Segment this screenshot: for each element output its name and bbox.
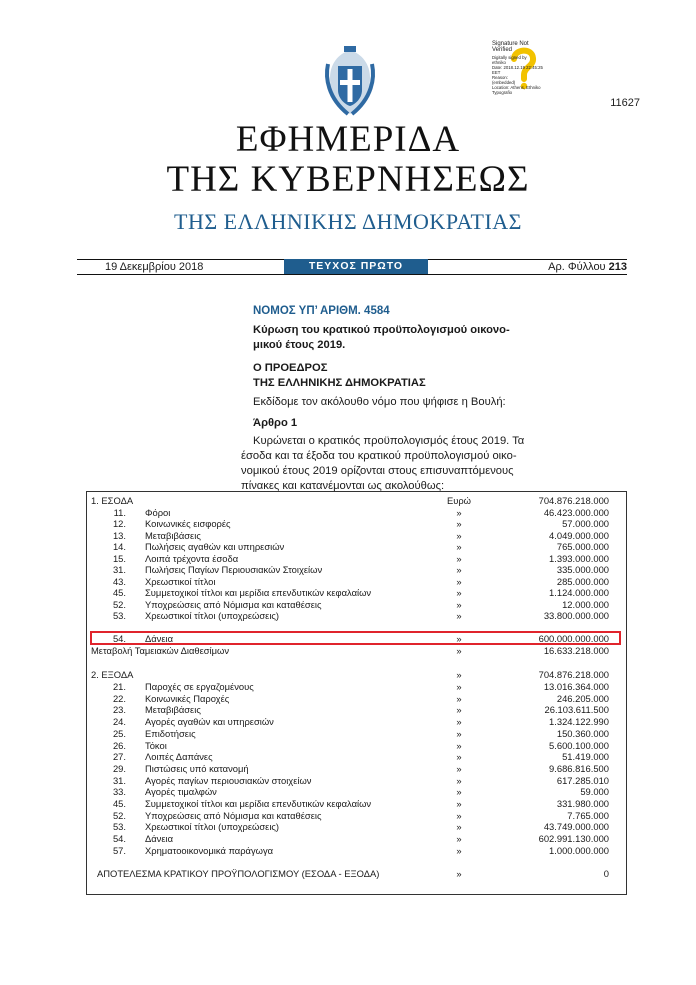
law-subject: μικού έτους 2019.	[253, 339, 346, 351]
row-amount: 7.765.000	[567, 809, 609, 821]
issue-banner: ΤΕΥΧΟΣ ΠΡΩΤΟ	[284, 259, 428, 274]
row-name: Φόροι	[145, 506, 171, 518]
table-row	[87, 821, 626, 832]
row-sym: »	[456, 669, 462, 680]
row-amount: 617.285.010	[556, 774, 609, 786]
row-name: Επιδοτήσεις	[145, 727, 196, 739]
enactment-clause: Εκδίδομε τον ακόλουθο νόμο που ψήφισε η Βουλή:	[253, 396, 506, 408]
article-body: νομικού έτους 2019 ορίζονται στους επισυναπτόμενους	[241, 465, 514, 477]
table-row	[87, 763, 626, 774]
signature-line: Verified	[492, 47, 513, 53]
row-code: 26.	[112, 739, 126, 751]
row-sym: »	[456, 506, 462, 518]
signature-line: Typografio	[492, 90, 513, 95]
row-code: 53.	[112, 610, 126, 621]
row-amount: 4.049.000.000	[549, 529, 609, 541]
issue-date: 19 Δεκεμβρίου 2018	[105, 261, 204, 273]
gazette-republic: ΤΗΣ ΕΛΛΗΝΙΚΗΣ ΔΗΜΟΚΡΑΤΙΑΣ	[174, 209, 522, 234]
row-name: Χρεωστικοί τίτλοι (υποχρεώσεις)	[145, 610, 280, 621]
row-sym: »	[456, 798, 462, 809]
row-sym: »	[456, 598, 462, 610]
expense-header-row	[87, 669, 626, 680]
signature-line: ethniko	[492, 60, 506, 65]
row-code: 22.	[112, 692, 126, 704]
row-sym: »	[456, 610, 462, 621]
table-row	[87, 775, 626, 786]
row-code: 13.	[112, 529, 126, 541]
row-code: 52.	[112, 809, 126, 821]
row-amount: 600.000.000.000	[538, 633, 609, 644]
digital-signature-stamp	[492, 41, 562, 99]
row-name: Παροχές σε εργαζομένους	[145, 681, 254, 692]
row-name: Αγορές τιμαλφών	[145, 786, 217, 798]
row-sym: »	[456, 564, 462, 575]
table-row	[87, 810, 626, 821]
row-name: Λοιπά τρέχοντα έσοδα	[145, 552, 239, 564]
row-sym: »	[456, 844, 462, 856]
table-row	[87, 833, 626, 844]
result-amount: 0	[603, 868, 609, 879]
row-sym: »	[456, 739, 462, 751]
row-code: 24.	[112, 716, 126, 728]
row-sym: »	[456, 727, 462, 739]
budget-table	[86, 491, 627, 895]
row-amount: 5.600.100.000	[549, 739, 609, 751]
row-name: Χρεωστικοί τίτλοι	[145, 575, 216, 587]
cash-change-label: Μεταβολή Ταμειακών Διαθεσίμων	[91, 645, 230, 656]
sheet-label: Αρ. Φύλλου	[548, 261, 606, 273]
table-row	[87, 576, 626, 587]
row-name: Πωλήσεις Παγίων Περιουσιακών Στοιχείων	[145, 564, 323, 575]
row-name: Χρεωστικοί τίτλοι (υποχρεώσεις)	[145, 821, 280, 833]
row-name: Δάνεια	[145, 833, 174, 845]
row-sym: »	[456, 762, 462, 774]
signature-line: Reason:	[492, 75, 509, 80]
table-row	[87, 728, 626, 739]
row-amount: 51.419.000	[562, 751, 609, 763]
table-row	[87, 845, 626, 856]
row-sym: »	[456, 575, 462, 587]
row-code: 27.	[112, 751, 126, 763]
table-row	[87, 704, 626, 715]
table-row	[87, 716, 626, 727]
cash-change-amount: 16.633.218.000	[543, 645, 609, 656]
president-title: Ο ΠΡΟΕΔΡΟΣ	[253, 362, 328, 374]
row-amount: 602.991.130.000	[538, 833, 609, 845]
row-name: Πωλήσεις αγαθών και υπηρεσιών	[145, 541, 285, 552]
signature-line: Signature Not	[492, 41, 529, 47]
gazette-subtitle: ΤΗΣ ΚΥΒΕΡΝΗΣΕΩΣ	[166, 159, 530, 200]
header-rule-bottom	[77, 274, 627, 275]
row-amount: 43.749.000.000	[543, 821, 609, 833]
row-code: 54.	[112, 833, 126, 845]
row-sym: »	[456, 541, 462, 552]
expense-total: 704.876.218.000	[538, 669, 609, 680]
law-number: ΝΟΜΟΣ ΥΠ’ ΑΡΙΘΜ. 4584	[253, 305, 390, 317]
row-sym: »	[456, 692, 462, 704]
row-sym: »	[456, 809, 462, 821]
signature-line: Location: Athens, Ethniko	[492, 85, 541, 90]
row-amount: 1.000.000.000	[549, 844, 609, 856]
row-code: 11.	[113, 506, 126, 518]
row-name: Υποχρεώσεις από Νόμισμα και καταθέσεις	[145, 598, 322, 610]
table-row	[87, 681, 626, 692]
row-code: 54.	[112, 633, 126, 644]
row-name: Αγορές αγαθών και υπηρεσιών	[145, 716, 274, 728]
row-code: 29.	[112, 762, 126, 774]
table-row	[87, 553, 626, 564]
table-row	[87, 541, 626, 552]
row-amount: 1.393.000.000	[549, 552, 609, 564]
row-code: 45.	[112, 798, 126, 809]
expense-label: 2. ΕΞΟΔΑ	[91, 669, 134, 680]
budget-result-row	[87, 868, 626, 879]
row-code: 25.	[112, 727, 126, 739]
signature-line: Digitally signed by	[492, 55, 527, 60]
row-name: Μεταβιβάσεις	[145, 704, 201, 716]
row-amount: 46.423.000.000	[543, 506, 609, 518]
sheet-value: 213	[608, 261, 627, 273]
row-sym: »	[456, 518, 462, 529]
result-label: ΑΠΟΤΕΛΕΣΜΑ ΚΡΑΤΙΚΟΥ ΠΡΟΫΠΟΛΟΓΙΣΜΟΥ (ΕΣΟΔΑ - ΕΞΟΔΑ)	[97, 868, 380, 879]
currency-label: Ευρώ	[446, 495, 472, 506]
row-name: Κοινωνικές εισφορές	[145, 518, 231, 529]
row-amount: 12.000.000	[562, 598, 609, 610]
table-row	[87, 530, 626, 541]
row-name: Αγορές παγίων περιουσιακών στοιχείων	[145, 774, 312, 786]
cash-change-row	[87, 645, 626, 656]
row-amount: 59.000	[580, 786, 609, 798]
row-code: 14.	[112, 541, 126, 552]
row-amount: 57.000.000	[562, 518, 609, 529]
row-amount: 765.000.000	[556, 541, 609, 552]
row-sym: »	[456, 786, 462, 798]
row-amount: 246.205.000	[556, 692, 609, 704]
row-amount: 331.980.000	[556, 798, 609, 809]
row-code: 57.	[112, 844, 126, 856]
table-row	[87, 587, 626, 598]
row-sym: »	[456, 868, 462, 879]
row-name: Χρηματοοικονομικά παράγωγα	[145, 844, 274, 856]
row-amount: 26.103.611.500	[544, 704, 609, 716]
table-row	[87, 610, 626, 621]
table-row	[87, 518, 626, 529]
row-sym: »	[456, 645, 462, 656]
row-name: Υποχρεώσεις από Νόμισμα και καταθέσεις	[145, 809, 322, 821]
row-sym: »	[456, 681, 462, 692]
page-number: 11627	[610, 97, 640, 109]
table-row	[87, 740, 626, 751]
coat-of-arms-icon	[322, 44, 378, 118]
row-code: 23.	[112, 704, 126, 716]
row-name: Κοινωνικές Παροχές	[145, 692, 230, 704]
row-amount: 1.124.000.000	[549, 587, 609, 598]
revenue-label: 1. ΕΣΟΔΑ	[91, 495, 134, 506]
row-name: Δάνεια	[145, 633, 174, 644]
article-body: έσοδα και τα έξοδα του κρατικού προϋπολογισμού οικο-	[241, 450, 517, 462]
signature-line: Date: 2018.12.19 22:45:25	[492, 65, 543, 70]
article-body: πίνακες και κατανέμονται ως ακολούθως:	[241, 480, 445, 492]
row-sym: »	[456, 704, 462, 716]
revenue-header-row	[87, 495, 626, 506]
row-name: Συμμετοχικοί τίτλοι και μερίδια επενδυτικών κεφαλαίων	[145, 798, 372, 809]
row-amount: 285.000.000	[556, 575, 609, 587]
row-name: Πιστώσεις υπό κατανομή	[145, 762, 249, 774]
gazette-title: ΕΦΗΜΕΡΙΔΑ	[235, 119, 461, 160]
row-sym: »	[456, 716, 462, 728]
row-amount: 33.800.000.000	[543, 610, 609, 621]
row-code: 15.	[112, 552, 126, 564]
row-sym: »	[456, 821, 462, 833]
table-row	[87, 693, 626, 704]
table-row	[87, 798, 626, 809]
row-code: 43.	[112, 575, 126, 587]
row-code: 53.	[112, 821, 126, 833]
row-amount: 9.686.816.500	[549, 762, 609, 774]
table-row	[87, 751, 626, 762]
row-code: 31.	[112, 564, 126, 575]
signature-line: EET	[492, 70, 501, 75]
row-code: 12.	[112, 518, 126, 529]
row-sym: »	[456, 587, 462, 598]
row-code: 31.	[112, 774, 126, 786]
signature-line: (embedded)	[492, 80, 516, 85]
row-sym: »	[456, 552, 462, 564]
row-amount: 1.324.122.990	[549, 716, 609, 728]
row-name: Τόκοι	[145, 739, 167, 751]
row-code: 45.	[112, 587, 126, 598]
row-amount: 335.000.000	[556, 564, 609, 575]
revenue-total: 704.876.218.000	[538, 495, 609, 506]
row-name: Λοιπές Δαπάνες	[145, 751, 213, 763]
row-code: 21.	[112, 681, 126, 692]
president-title: ΤΗΣ ΕΛΛΗΝΙΚΗΣ ΔΗΜΟΚΡΑΤΙΑΣ	[253, 377, 426, 389]
row-sym: »	[456, 633, 462, 644]
row-code: 52.	[112, 598, 126, 610]
sheet-number	[548, 261, 627, 273]
table-row	[87, 786, 626, 797]
law-subject: Κύρωση του κρατικού προϋπολογισμού οικονο-	[253, 324, 510, 336]
table-row	[87, 599, 626, 610]
table-row	[87, 507, 626, 518]
row-sym: »	[456, 833, 462, 845]
row-sym: »	[456, 774, 462, 786]
highlight-box	[90, 631, 621, 645]
row-code: 33.	[112, 786, 126, 798]
row-name: Συμμετοχικοί τίτλοι και μερίδια επενδυτικών κεφαλαίων	[145, 587, 372, 598]
row-amount: 13.016.364.000	[543, 681, 609, 692]
row-name: Μεταβιβάσεις	[145, 529, 201, 541]
table-row	[87, 564, 626, 575]
row-amount: 150.360.000	[556, 727, 609, 739]
article-body: Κυρώνεται ο κρατικός προϋπολογισμός έτους 2019. Τα	[253, 435, 525, 447]
row-sym: »	[456, 751, 462, 763]
article-heading: Άρθρο 1	[253, 417, 298, 429]
row-sym: »	[456, 529, 462, 541]
